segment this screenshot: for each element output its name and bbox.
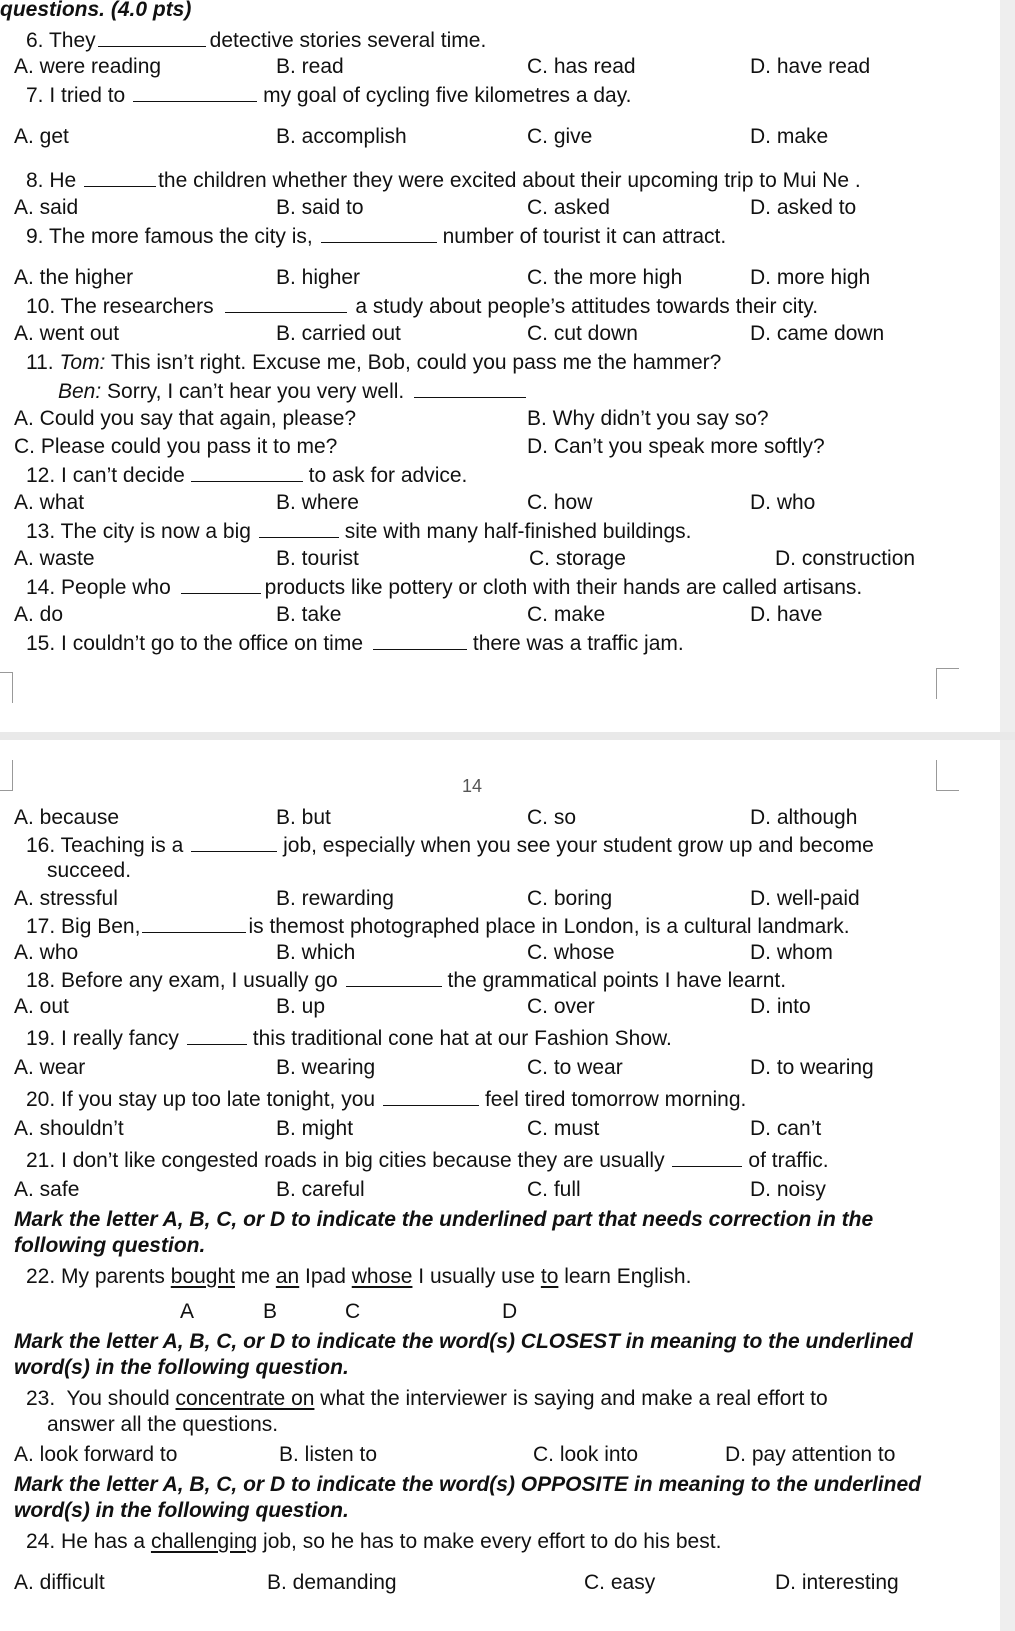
q17-option-c[interactable]: C. whose	[527, 941, 615, 964]
question-16: 16. Teaching is a job, especially when you see your student grow up and become	[26, 834, 874, 857]
question-13: 13. The city is now a big site with many half-finished buildings.	[26, 520, 692, 543]
q9-option-a[interactable]: A. the higher	[14, 266, 134, 289]
q17-option-b[interactable]: B. which	[276, 941, 356, 964]
question-23-continued: answer all the questions.	[47, 1413, 279, 1436]
q9-option-c[interactable]: C. the more high	[527, 266, 683, 289]
q17-option-d[interactable]: D. whom	[750, 941, 833, 964]
instruction-closest: Mark the letter A, B, C, or D to indicate the word(s) CLOSEST in meaning to the underlined	[14, 1330, 913, 1353]
q12-option-c[interactable]: C. how	[527, 491, 593, 514]
q11-option-c[interactable]: C. Please could you pass it to me?	[14, 435, 338, 458]
q6-option-a[interactable]: A. were reading	[14, 55, 162, 78]
question-8: 8. He the children whether they were excited about their upcoming trip to Mui Ne .	[26, 169, 861, 192]
q7-option-c[interactable]: C. give	[527, 125, 593, 148]
q10-option-c[interactable]: C. cut down	[527, 322, 638, 345]
q23-option-b[interactable]: B. listen to	[279, 1443, 378, 1466]
q16-option-a[interactable]: A. stressful	[14, 887, 118, 910]
q20-option-d[interactable]: D. can’t	[750, 1117, 822, 1140]
q12-option-d[interactable]: D. who	[750, 491, 816, 514]
q16-option-c[interactable]: C. boring	[527, 887, 613, 910]
q9-option-d[interactable]: D. more high	[750, 266, 871, 289]
question-6: 6. They detective stories several time.	[26, 29, 487, 52]
q20-option-c[interactable]: C. must	[527, 1117, 600, 1140]
q15-option-c[interactable]: C. so	[527, 806, 577, 829]
question-24: 24. He has a challenging job, so he has to make every effort to do his best.	[26, 1530, 722, 1553]
question-22: 22. My parents bought me an Ipad whose I usually use to learn English.	[26, 1265, 692, 1288]
instruction-opposite: Mark the letter A, B, C, or D to indicate the word(s) OPPOSITE in meaning to the underlined	[14, 1473, 921, 1496]
q11-option-d[interactable]: D. Can’t you speak more softly?	[527, 435, 825, 458]
q23-underlined-phrase: concentrate on	[175, 1387, 315, 1410]
q22-label-a[interactable]: A	[180, 1300, 195, 1323]
question-11-reply: Ben: Sorry, I can’t hear you very well.	[58, 379, 526, 404]
q20-option-b[interactable]: B. might	[276, 1117, 354, 1140]
q10-option-b[interactable]: B. carried out	[276, 322, 401, 345]
page-gap	[0, 732, 1015, 740]
q17-option-a[interactable]: A. who	[14, 941, 79, 964]
page-edge-strip	[1000, 0, 1015, 1631]
question-18: 18. Before any exam, I usually go the grammatical points I have learnt.	[26, 969, 787, 992]
question-7: 7. I tried to my goal of cycling five kilometres a day.	[26, 84, 632, 107]
q24-option-a[interactable]: A. difficult	[14, 1571, 105, 1594]
q6-option-b[interactable]: B. read	[276, 55, 344, 78]
q10-option-a[interactable]: A. went out	[14, 322, 120, 345]
q23-option-a[interactable]: A. look forward to	[14, 1443, 178, 1466]
q24-option-c[interactable]: C. easy	[584, 1571, 656, 1594]
instruction-opposite-line2: word(s) in the following question.	[14, 1499, 349, 1522]
q15-option-d[interactable]: D. although	[750, 806, 858, 829]
q24-underlined-word: challenging	[150, 1530, 258, 1553]
q11-option-a[interactable]: A. Could you say that again, please?	[14, 407, 357, 430]
q23-option-c[interactable]: C. look into	[533, 1443, 639, 1466]
q22-label-c[interactable]: C	[345, 1300, 361, 1323]
q8-option-c[interactable]: C. asked	[527, 196, 610, 219]
q24-option-d[interactable]: D. interesting	[775, 1571, 899, 1594]
q8-option-d[interactable]: D. asked to	[750, 196, 857, 219]
q22-label-b[interactable]: B	[263, 1300, 278, 1323]
instruction-closest-line2: word(s) in the following question.	[14, 1356, 349, 1379]
q12-option-a[interactable]: A. what	[14, 491, 85, 514]
question-19: 19. I really fancy this traditional cone hat at our Fashion Show.	[26, 1027, 672, 1050]
q16-option-b[interactable]: B. rewarding	[276, 887, 394, 910]
question-16-continued: succeed.	[47, 859, 132, 882]
q14-option-b[interactable]: B. take	[276, 603, 342, 626]
q22-underline-c: whose	[351, 1265, 413, 1288]
q13-option-c[interactable]: C. storage	[529, 547, 626, 570]
question-10: 10. The researchers a study about people’s attitudes towards their city.	[26, 295, 819, 318]
q18-option-d[interactable]: D. into	[750, 995, 811, 1018]
q12-option-b[interactable]: B. where	[276, 491, 359, 514]
q24-option-b[interactable]: B. demanding	[267, 1571, 397, 1594]
q14-option-c[interactable]: C. make	[527, 603, 606, 626]
q23-option-d[interactable]: D. pay attention to	[725, 1443, 896, 1466]
instruction-correction: Mark the letter A, B, C, or D to indicate the underlined part that needs correction in the	[14, 1208, 874, 1231]
question-20: 20. If you stay up too late tonight, you feel tired tomorrow morning.	[26, 1088, 747, 1111]
q19-option-d[interactable]: D. to wearing	[750, 1056, 874, 1079]
q7-option-b[interactable]: B. accomplish	[276, 125, 407, 148]
question-17: 17. Big Ben, is themost photographed place in London, is a cultural landmark.	[26, 915, 850, 938]
q8-option-a[interactable]: A. said	[14, 196, 79, 219]
q18-option-a[interactable]: A. out	[14, 995, 69, 1018]
q19-option-c[interactable]: C. to wear	[527, 1056, 623, 1079]
q10-option-d[interactable]: D. came down	[750, 322, 885, 345]
q22-underline-a: bought	[170, 1265, 235, 1288]
question-12: 12. I can’t decide to ask for advice.	[26, 464, 468, 487]
section-header: questions. (4.0 pts)	[0, 0, 192, 21]
q13-option-b[interactable]: B. tourist	[276, 547, 359, 570]
q13-option-a[interactable]: A. waste	[14, 547, 95, 570]
q13-option-d[interactable]: D. construction	[775, 547, 916, 570]
q22-underline-d: to	[540, 1265, 559, 1288]
question-11: 11. Tom: This isn’t right. Excuse me, Bob, could you pass me the hammer?	[26, 351, 722, 374]
q21-option-b[interactable]: B. careful	[276, 1178, 365, 1201]
q7-option-d[interactable]: D. make	[750, 125, 829, 148]
q15-option-b[interactable]: B. but	[276, 806, 331, 829]
question-23: 23. You should concentrate on what the interviewer is saying and make a real effort to	[26, 1387, 828, 1410]
crop-mark-bottom-right	[936, 668, 959, 699]
q9-option-b[interactable]: B. higher	[276, 266, 361, 289]
q21-option-a[interactable]: A. safe	[14, 1178, 80, 1201]
q19-option-a[interactable]: A. wear	[14, 1056, 86, 1079]
q16-option-d[interactable]: D. well-paid	[750, 887, 860, 910]
q20-option-a[interactable]: A. shouldn’t	[14, 1117, 124, 1140]
q21-option-c[interactable]: C. full	[527, 1178, 581, 1201]
q18-option-b[interactable]: B. up	[276, 995, 326, 1018]
worksheet-page-2	[0, 740, 1000, 1631]
q18-option-c[interactable]: C. over	[527, 995, 595, 1018]
q8-option-b[interactable]: B. said to	[276, 196, 364, 219]
instruction-correction-line2: following question.	[14, 1234, 206, 1257]
worksheet-page-1	[0, 0, 1000, 732]
page-number: 14	[462, 776, 483, 796]
crop-mark-top-right	[936, 760, 959, 791]
q22-label-d[interactable]: D	[502, 1300, 518, 1323]
q21-option-d[interactable]: D. noisy	[750, 1178, 826, 1201]
q6-option-c[interactable]: C. has read	[527, 55, 636, 78]
q19-option-b[interactable]: B. wearing	[276, 1056, 376, 1079]
crop-mark-bottom-left	[0, 672, 13, 703]
q14-option-a[interactable]: A. do	[14, 603, 64, 626]
q15-option-a[interactable]: A. because	[14, 806, 120, 829]
question-9: 9. The more famous the city is, number of tourist it can attract.	[26, 225, 727, 248]
q7-option-a[interactable]: A. get	[14, 125, 69, 148]
question-14: 14. People who products like pottery or cloth with their hands are called artisans.	[26, 576, 863, 599]
crop-mark-top-left	[0, 760, 13, 791]
q11-option-b[interactable]: B. Why didn’t you say so?	[527, 407, 769, 430]
q14-option-d[interactable]: D. have	[750, 603, 823, 626]
question-15: 15. I couldn’t go to the office on time there was a traffic jam.	[26, 632, 684, 655]
question-21: 21. I don’t like congested roads in big cities because they are usually of traffic.	[26, 1149, 829, 1172]
q22-underline-b: an	[275, 1265, 300, 1288]
q6-option-d[interactable]: D. have read	[750, 55, 871, 78]
